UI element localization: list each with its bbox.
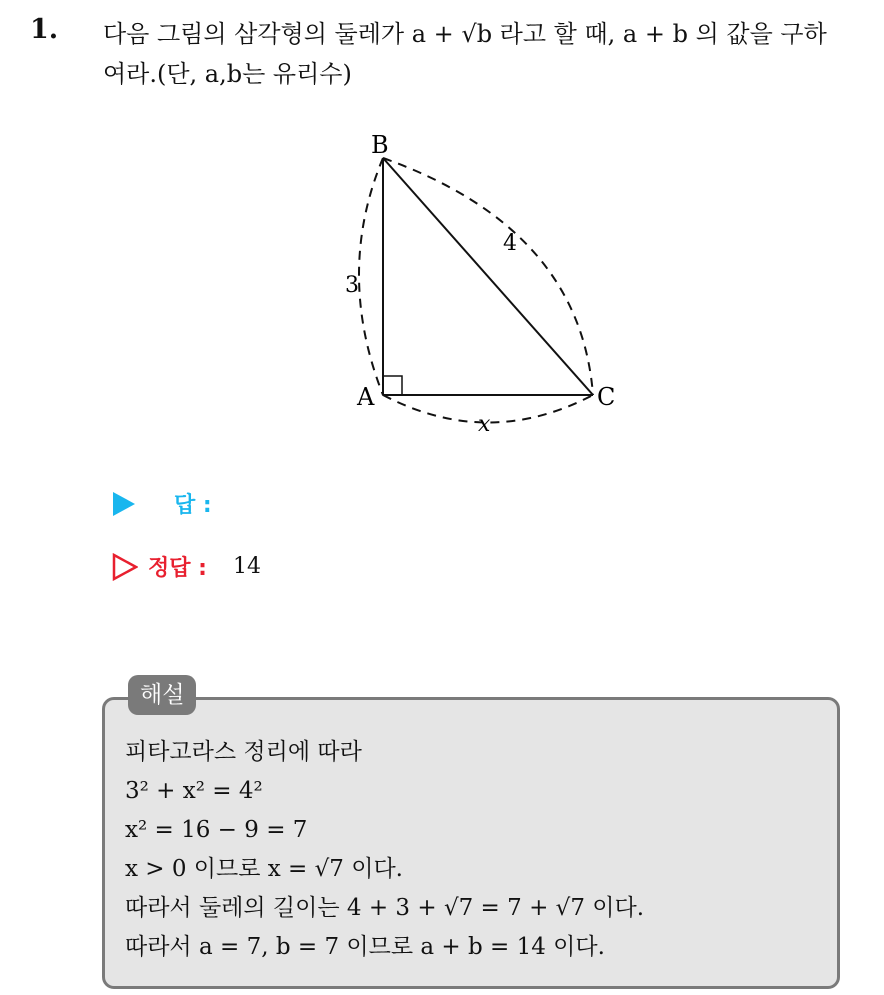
solution-line: 따라서 a = 7, b = 7 이므로 a + b = 14 이다. — [125, 934, 605, 960]
arc-ab — [359, 158, 383, 395]
answer-label: 답 : — [174, 493, 212, 518]
question-text — [103, 14, 873, 94]
right-angle-mark — [383, 376, 402, 395]
solution-line: 피타고라스 정리에 따라 — [125, 739, 362, 765]
outline-triangle-icon — [112, 553, 138, 581]
question-line-1: 다음 그림의 삼각형의 둘레가 a + √b 라고 할 때, a + b 의 값을 구하 — [103, 20, 827, 48]
solution-tag: 해설 — [128, 675, 196, 715]
triangle-figure — [335, 128, 635, 448]
solution-text — [125, 733, 644, 967]
side-ac-label: x — [478, 412, 491, 437]
solution-line: 따라서 둘레의 길이는 4 + 3 + √7 = 7 + √7 이다. — [125, 895, 645, 921]
correct-answer-row — [112, 551, 261, 582]
vertex-a-label: A — [357, 383, 375, 411]
correct-answer-value: 14 — [232, 554, 261, 579]
solution-line: 3² + x² = 4² — [125, 778, 263, 804]
correct-answer-label: 정답 : — [148, 556, 207, 581]
solution-line: x² = 16 − 9 = 7 — [125, 817, 308, 843]
vertex-b-label: B — [371, 131, 389, 159]
solution-line: x > 0 이므로 x = √7 이다. — [125, 856, 403, 882]
side-bc-label: 4 — [503, 231, 517, 256]
answer-row — [112, 488, 212, 519]
filled-triangle-icon — [112, 491, 136, 517]
vertex-c-label: C — [597, 383, 616, 411]
side-bc-line — [383, 158, 593, 395]
question-number: 1. — [30, 14, 59, 45]
question-line-2: 여라.(단, a,b는 유리수) — [103, 60, 352, 88]
side-ab-label: 3 — [345, 273, 359, 298]
